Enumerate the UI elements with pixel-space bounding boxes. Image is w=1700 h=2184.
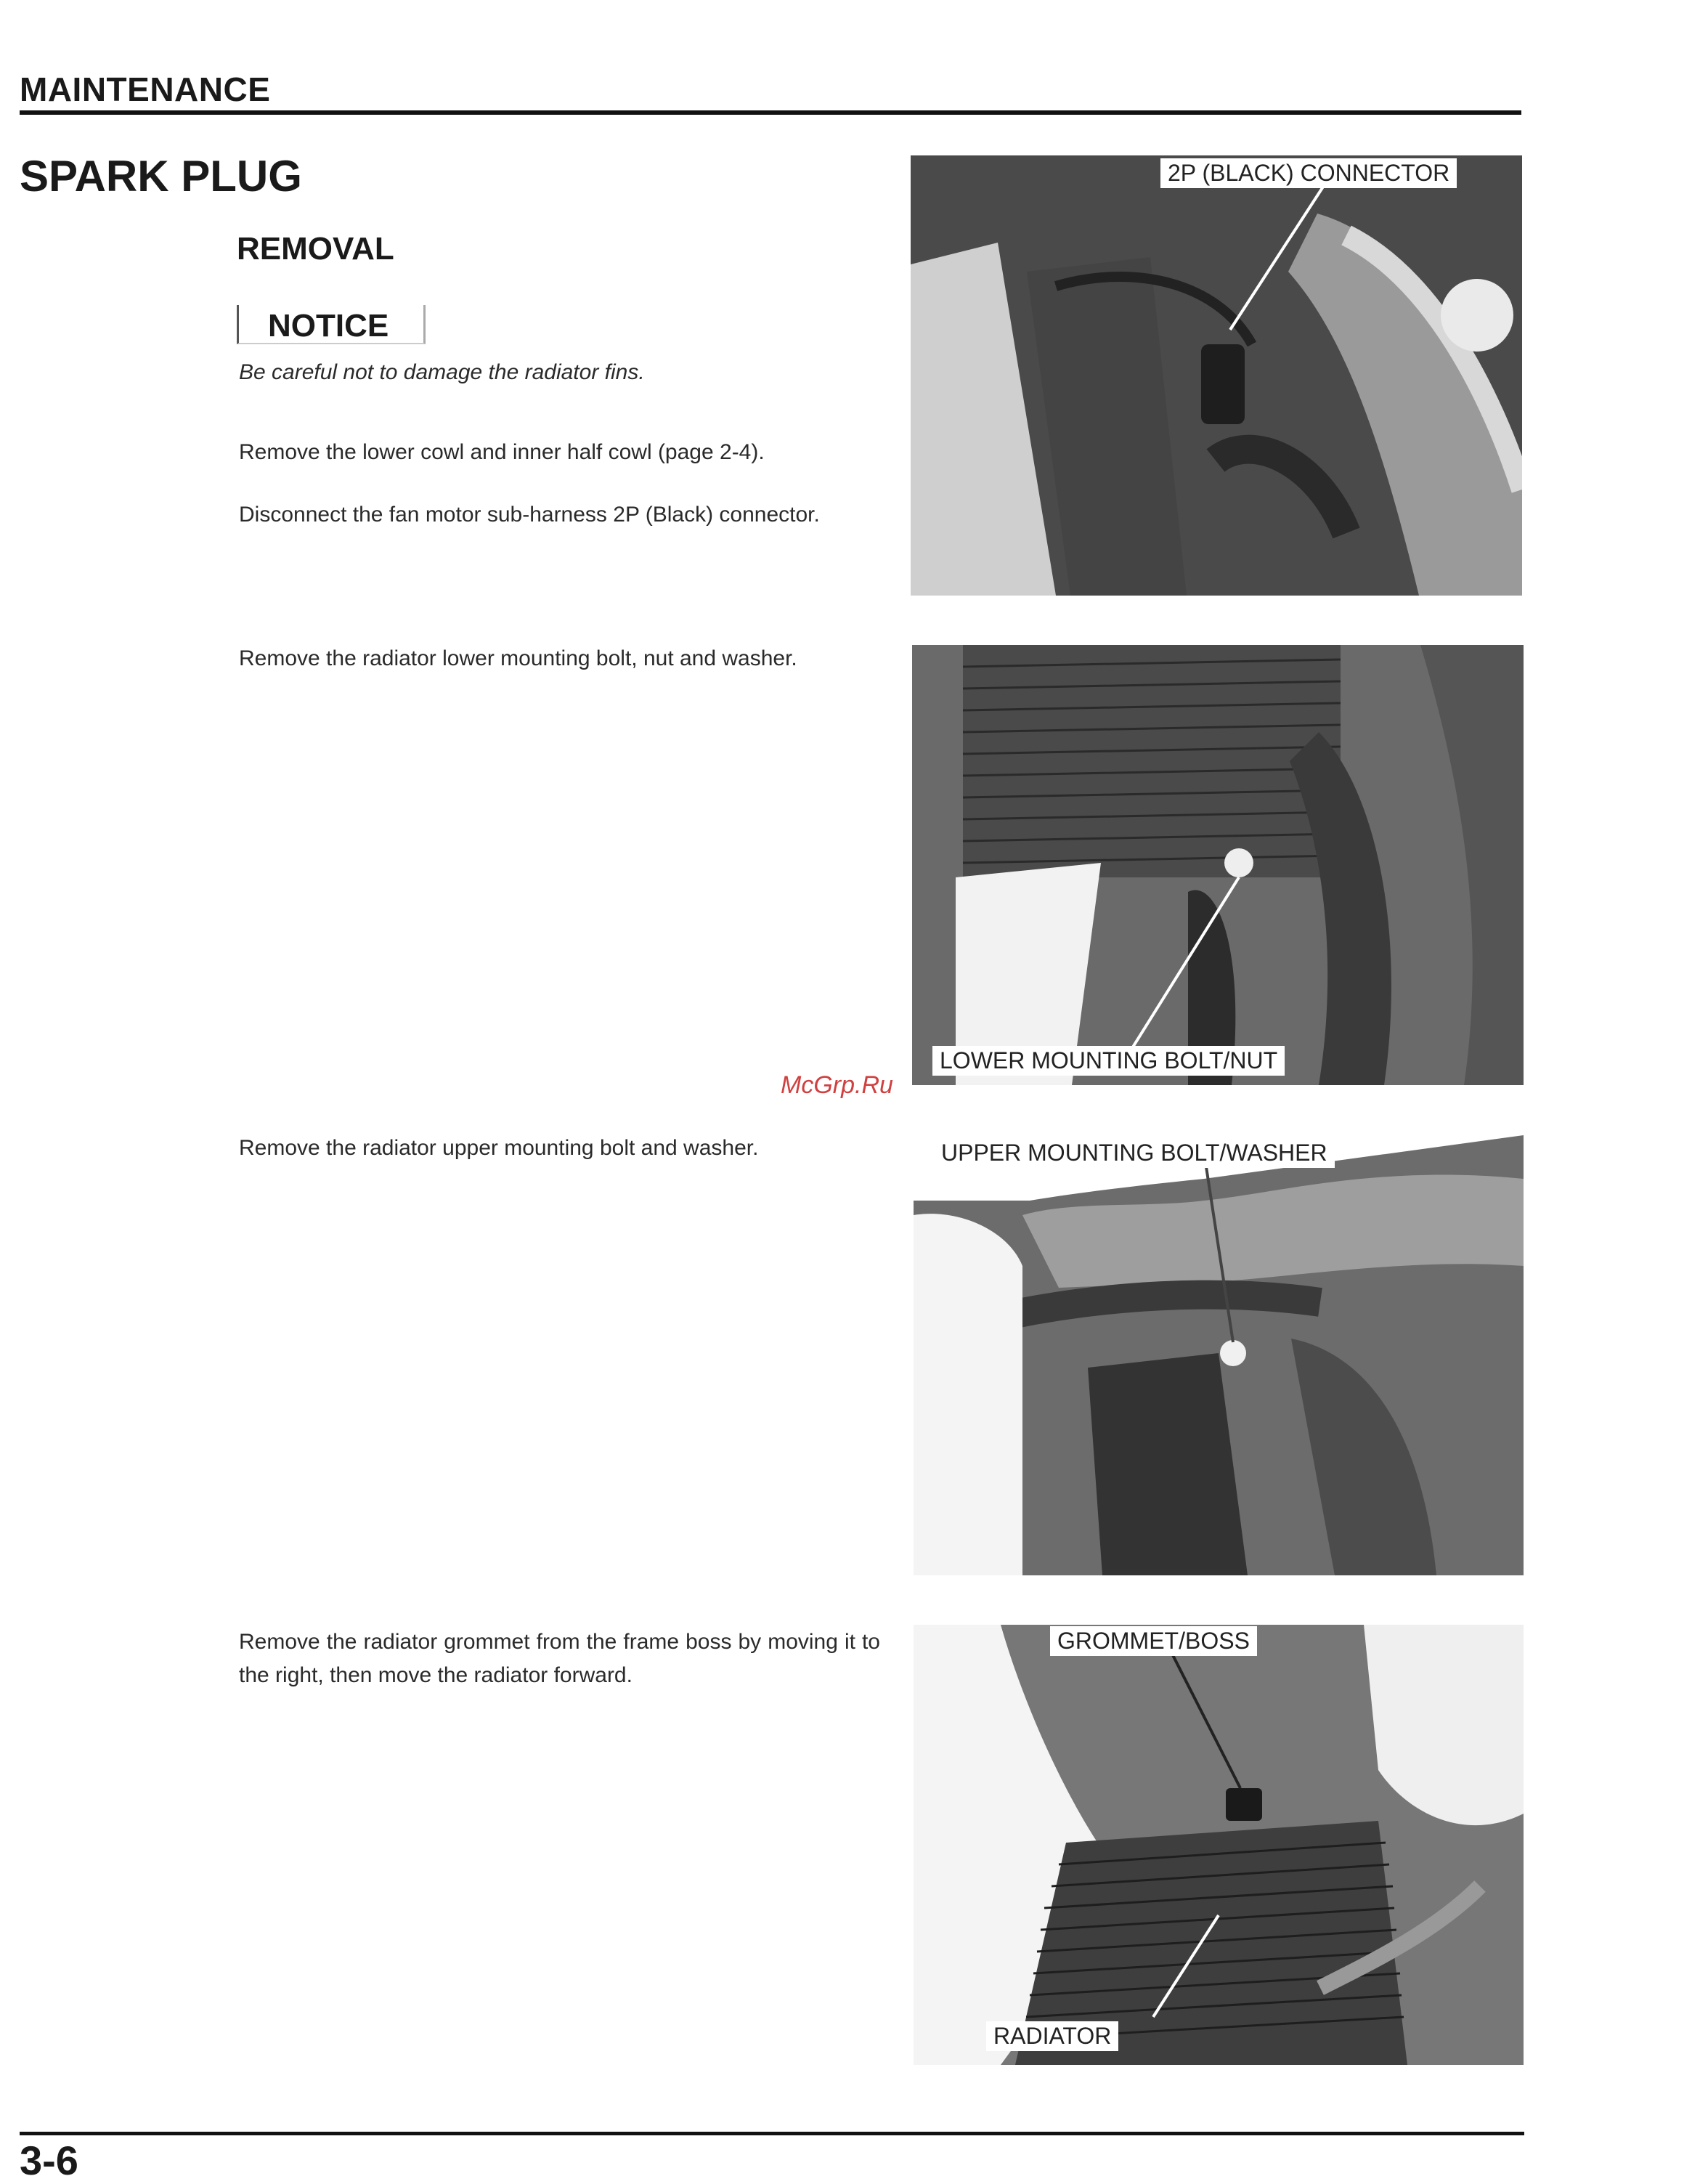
photo-label-upper-bolt: UPPER MOUNTING BOLT/WASHER xyxy=(934,1138,1335,1168)
page-number: 3-6 xyxy=(20,2138,78,2183)
step-text-3: Remove the radiator lower mounting bolt, nut and washer. xyxy=(239,646,797,670)
step-text-1: Remove the lower cowl and inner half cowl (page 2-4). xyxy=(239,440,765,464)
photo-upper-mount xyxy=(914,1135,1524,1575)
photo-grommet-radiator xyxy=(914,1625,1524,2065)
footer-divider xyxy=(20,2132,1524,2135)
notice-box xyxy=(237,305,426,344)
header-divider xyxy=(20,110,1521,115)
subsection-title: REMOVAL xyxy=(237,231,394,267)
step-text-2: Disconnect the fan motor sub-harness 2P (Black) connector. xyxy=(239,503,820,527)
watermark: McGrp.Ru xyxy=(781,1071,893,1099)
photo-label-radiator: RADIATOR xyxy=(986,2021,1118,2051)
photo-label-lower-bolt: LOWER MOUNTING BOLT/NUT xyxy=(932,1046,1285,1076)
photo-label-connector: 2P (BLACK) CONNECTOR xyxy=(1160,158,1457,188)
notice-label: NOTICE xyxy=(268,308,389,344)
photo-lower-mount xyxy=(912,645,1524,1085)
section-header: MAINTENANCE xyxy=(20,70,271,108)
photo-fan-connector xyxy=(911,155,1522,596)
page-title: SPARK PLUG xyxy=(20,152,302,200)
step-text-4: Remove the radiator upper mounting bolt and washer. xyxy=(239,1136,759,1160)
step-text-5: Remove the radiator grommet from the frame boss by moving it to the right, then move the radiator forward. xyxy=(239,1630,880,1687)
photo-label-grommet: GROMMET/BOSS xyxy=(1050,1626,1257,1656)
notice-text: Be careful not to damage the radiator fins. xyxy=(239,360,645,384)
